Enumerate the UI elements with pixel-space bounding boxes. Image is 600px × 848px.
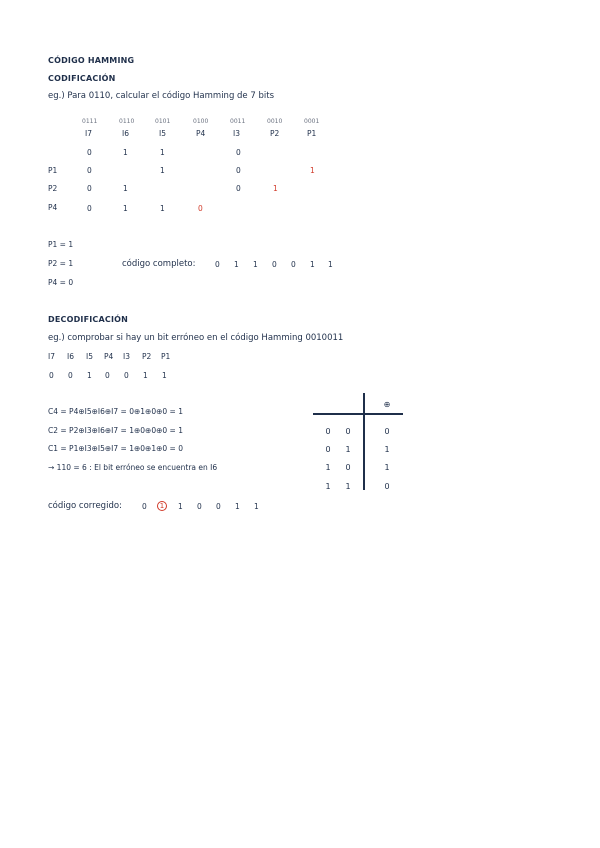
column-label: I7 [85,129,92,138]
data-bit: 1 [123,148,128,157]
data-bit: 0 [87,148,92,157]
complete-code-label: código completo: [122,259,196,269]
received-bit: 1 [87,371,92,380]
received-bit: 0 [105,371,110,380]
corrected-bit: 1 [254,502,259,511]
data-bit: 0 [236,148,241,157]
code-bit: 1 [310,260,315,269]
column-label: I5 [86,352,93,361]
received-bit: 1 [162,371,167,380]
column-label: I5 [159,129,166,138]
binary-label: 0001 [304,118,320,125]
received-bit: 1 [143,371,148,380]
c4-equation: C4 = P4⊕I5⊕I6⊕I7 = 0⊕1⊕0⊕0 = 1 [48,407,183,416]
corrected-bit: 1 [235,502,240,511]
row-label: P2 [48,184,58,193]
row-bit: 0 [87,204,92,213]
binary-label: 0011 [230,118,246,125]
corrected-bit: 1 [178,502,183,511]
column-label: P2 [142,352,152,361]
received-bit: 0 [49,371,54,380]
xor-cell: 1 [345,482,351,491]
decodificacion-heading: DECODIFICACIÓN [48,315,129,324]
xor-cell: 0 [325,427,331,436]
row-bit: 1 [160,204,165,213]
column-label: I6 [122,129,129,138]
xor-cell: 1 [325,482,331,491]
xor-cell: 1 [345,445,351,454]
row-label: P1 [48,166,58,175]
row-bit: 0 [236,166,241,175]
corrected-bit: 0 [216,502,221,511]
code-bit: 0 [215,260,220,269]
code-bit: 0 [291,260,296,269]
row-bit: 0 [87,184,92,193]
result-p2: P2 = 1 [48,259,74,268]
column-label: P4 [104,352,114,361]
received-bit: 0 [124,371,129,380]
received-bit: 0 [68,371,73,380]
xor-cell: 1 [384,445,390,454]
result-p1: P1 = 1 [48,240,74,249]
binary-label: 0100 [193,118,209,125]
code-bit: 0 [272,260,277,269]
xor-cell: 1 [384,463,390,472]
row-bit: 1 [123,184,128,193]
c1-equation: C1 = P1⊕I3⊕I5⊕I7 = 1⊕0⊕1⊕0 = 0 [48,444,183,453]
xor-cell: 0 [384,482,390,491]
c2-equation: C2 = P2⊕I3⊕I6⊕I7 = 1⊕0⊕0⊕0 = 1 [48,426,183,435]
column-label: I3 [233,129,240,138]
codificacion-example: eg.) Para 0110, calcular el código Hamming de 7 bits [48,91,274,101]
xor-cell: 0 [384,427,390,436]
codificacion-heading: CODIFICACIÓN [48,74,116,83]
parity-bit: 1 [273,184,278,193]
corrected-code-label: código corregido: [48,501,122,511]
column-label: P4 [196,129,206,138]
page-title: CÓDIGO HAMMING [48,56,135,65]
row-label: P4 [48,203,58,212]
binary-label: 0101 [155,118,171,125]
row-bit: 0 [236,184,241,193]
xor-symbol: ⊕ [383,400,391,409]
corrected-bit: 0 [197,502,202,511]
data-bit: 1 [160,148,165,157]
column-label: P2 [270,129,280,138]
xor-cell: 0 [325,445,331,454]
row-bit: 1 [160,166,165,175]
row-bit: 0 [87,166,92,175]
result-p4: P4 = 0 [48,278,74,287]
column-label: I7 [48,352,55,361]
binary-label: 0110 [119,118,135,125]
code-bit: 1 [253,260,258,269]
corrected-bit-circled: 1 [157,501,167,511]
xor-table-hline [313,413,403,415]
parity-bit: 1 [310,166,315,175]
code-bit: 1 [328,260,333,269]
binary-label: 0111 [82,118,98,125]
decodificacion-example: eg.) comprobar si hay un bit erróneo en el código Hamming 0010011 [48,333,344,343]
column-label: P1 [161,352,171,361]
conclusion-text: → 110 = 6 : El bit erróneo se encuentra en I6 [48,463,218,472]
xor-cell: 1 [325,463,331,472]
xor-cell: 0 [345,427,351,436]
column-label: I6 [67,352,74,361]
code-bit: 1 [234,260,239,269]
xor-table-vline [363,393,365,490]
binary-label: 0010 [267,118,283,125]
parity-bit: 0 [198,204,203,213]
row-bit: 1 [123,204,128,213]
column-label: I3 [123,352,130,361]
column-label: P1 [307,129,317,138]
corrected-bit: 0 [142,502,147,511]
xor-cell: 0 [345,463,351,472]
